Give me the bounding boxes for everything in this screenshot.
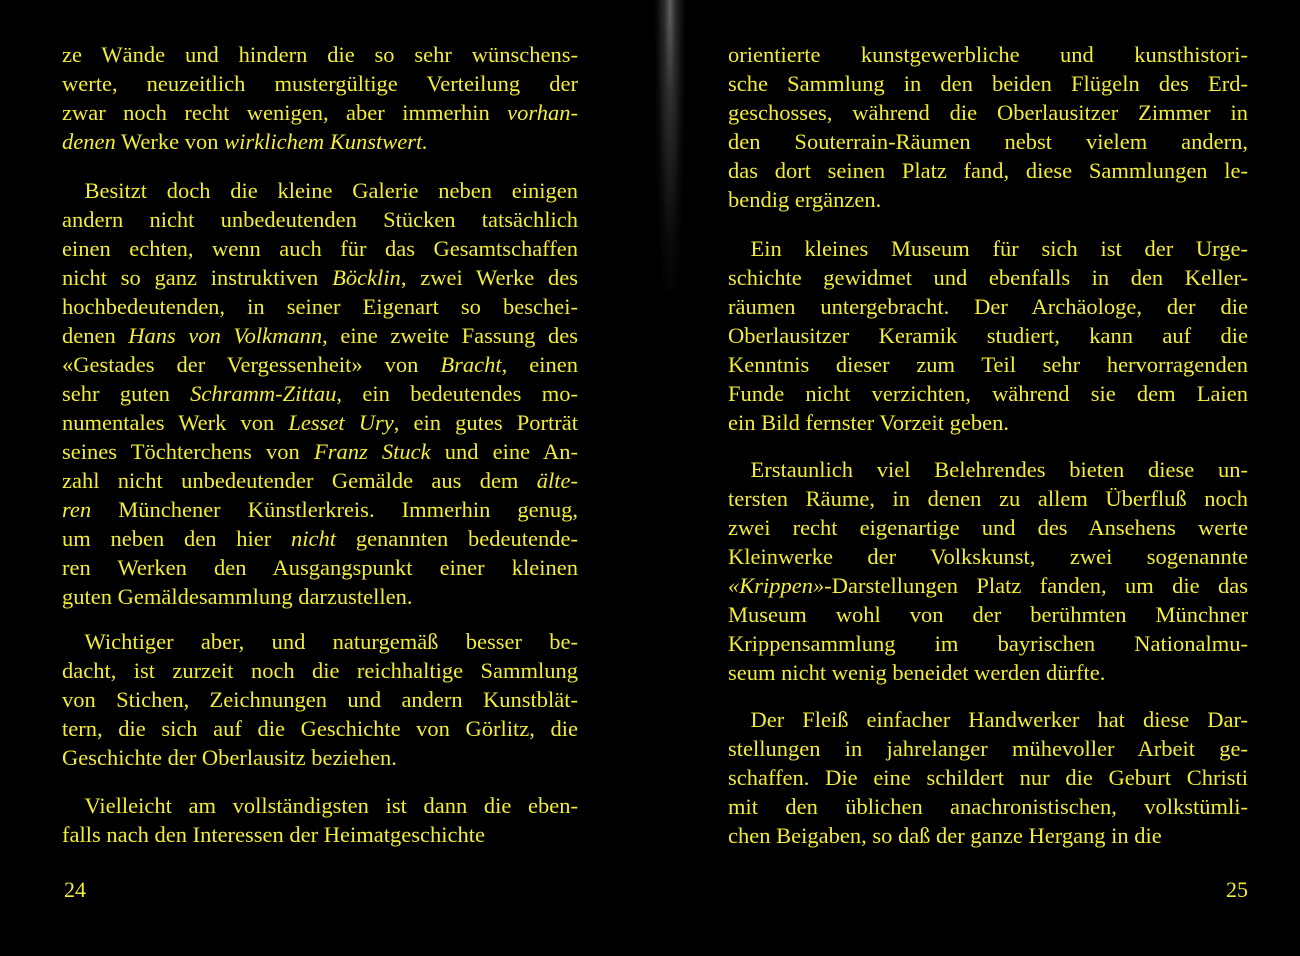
- text-line: [728, 513, 1248, 542]
- text-line: [728, 571, 1248, 600]
- text-line: [62, 292, 578, 321]
- text-run: Oberlausitzer Keramik studiert, kann auf die: [728, 323, 1248, 348]
- text-line: [62, 466, 578, 495]
- text-run: nicht so ganz instruktiven: [62, 265, 333, 290]
- text-line: [62, 553, 578, 582]
- text-line: [728, 455, 1248, 484]
- text-run: Werke von: [115, 129, 225, 154]
- text-run: sehr guten: [62, 381, 191, 406]
- text-run: und eine An-: [430, 439, 578, 464]
- text-run: den Souterrain-Räumen nebst vielem andern,: [728, 129, 1248, 154]
- text-line: [728, 234, 1248, 263]
- text-line: [62, 495, 578, 524]
- text-run: Geschichte der Oberlausitz beziehen.: [62, 745, 397, 770]
- text-line: [728, 98, 1248, 127]
- text-run: Ein kleines Museum für sich ist der Urge-: [728, 236, 1248, 261]
- text-line: [62, 379, 578, 408]
- text-run: zwei recht eigenartige und des Ansehens werte: [728, 515, 1248, 540]
- text-run: ein Bild fernster Vorzeit geben.: [728, 410, 1009, 435]
- italic-run: Bracht: [440, 352, 502, 377]
- text-run: tern, die sich auf die Geschichte von Görlitz, die: [62, 716, 578, 741]
- text-run: , einen: [501, 352, 578, 377]
- text-run: dacht, ist zurzeit noch die reichhaltige Sammlung: [62, 658, 578, 683]
- text-line: [62, 685, 578, 714]
- text-run: schichte gewidmet und ebenfalls in den Keller-: [728, 265, 1248, 290]
- right-paragraph-2: [728, 234, 1248, 437]
- text-run: mit den üblichen anachronistischen, volkstümli-: [728, 794, 1248, 819]
- italic-run: nicht: [291, 526, 337, 551]
- text-run: genannten bedeutende-: [336, 526, 578, 551]
- text-run: Besitzt doch die kleine Galerie neben einigen: [62, 178, 578, 203]
- italic-run: «Krippen»: [728, 573, 825, 598]
- text-line: [62, 437, 578, 466]
- text-line: [728, 792, 1248, 821]
- text-run: guten Gemäldesammlung darzustellen.: [62, 584, 413, 609]
- text-run: , ein bedeutendes mo-: [336, 381, 578, 406]
- text-run: Funde nicht verzichten, während sie dem Laien: [728, 381, 1248, 406]
- text-line: [728, 705, 1248, 734]
- right-paragraph-1: [728, 40, 1248, 214]
- text-run: sche Sammlung in den beiden Flügeln des Erd-: [728, 71, 1248, 96]
- text-line: [62, 820, 578, 849]
- text-run: numentales Werk von: [62, 410, 289, 435]
- text-line: [62, 98, 578, 127]
- text-line: [62, 350, 578, 379]
- text-line: [728, 763, 1248, 792]
- text-run: , ein gutes Porträt: [393, 410, 578, 435]
- page-number-left: 24: [64, 877, 86, 902]
- text-line: [728, 379, 1248, 408]
- right-page: [650, 0, 1300, 956]
- right-paragraph-3: [728, 455, 1248, 687]
- text-line: [62, 714, 578, 743]
- text-line: [728, 263, 1248, 292]
- text-run: geschosses, während die Oberlausitzer Zimmer in: [728, 100, 1248, 125]
- left-paragraph-3: [62, 627, 578, 772]
- italic-run: Franz Stuck: [313, 439, 431, 464]
- text-run: Der Fleiß einfacher Handwerker hat diese Dar-: [728, 707, 1248, 732]
- text-line: [728, 292, 1248, 321]
- text-run: hochbedeutenden, in seiner Eigenart so beschei-: [62, 294, 578, 319]
- text-run: falls nach den Interessen der Heimatgeschichte: [62, 822, 485, 847]
- text-run: seum nicht wenig beneidet werden dürfte.: [728, 660, 1106, 685]
- text-run: schaffen. Die eine schildert nur die Geburt Christi: [728, 765, 1248, 790]
- text-run: chen Beigaben, so daß der ganze Hergang in die: [728, 823, 1162, 848]
- text-line: [728, 658, 1248, 687]
- text-run: von Stichen, Zeichnungen und andern Kunstblät-: [62, 687, 578, 712]
- text-run: Vielleicht am vollständigsten ist dann die eben-: [62, 793, 578, 818]
- text-run: zahl nicht unbedeutender Gemälde aus dem: [62, 468, 537, 493]
- italic-run: älte-: [536, 468, 578, 493]
- text-run: ren Werken den Ausgangspunkt einer kleinen: [62, 555, 578, 580]
- text-line: [728, 542, 1248, 571]
- text-run: Münchener Künstlerkreis. Immerhin genug,: [91, 497, 578, 522]
- text-line: [62, 234, 578, 263]
- text-line: [62, 127, 578, 156]
- text-run: denen: [62, 323, 129, 348]
- text-line: [62, 205, 578, 234]
- right-paragraph-4: [728, 705, 1248, 850]
- text-run: bendig ergänzen.: [728, 187, 882, 212]
- text-line: [62, 408, 578, 437]
- text-line: [62, 582, 578, 611]
- text-run: Museum wohl von der berühmten Münchner: [728, 602, 1248, 627]
- italic-run: vorhan-: [507, 100, 578, 125]
- text-run: Kenntnis dieser zum Teil sehr hervorragenden: [728, 352, 1248, 377]
- left-paragraph-4: [62, 791, 578, 849]
- text-run: orientierte kunstgewerbliche und kunsthistori-: [728, 42, 1248, 67]
- text-line: [62, 321, 578, 350]
- text-run: werte, neuzeitlich mustergültige Verteilung der: [62, 71, 578, 96]
- text-line: [728, 185, 1248, 214]
- text-run: Wichtiger aber, und naturgemäß besser be-: [62, 629, 578, 654]
- italic-run: wirklichem Kunstwert.: [224, 129, 428, 154]
- text-line: [728, 321, 1248, 350]
- text-run: andern nicht unbedeutenden Stücken tatsächlich: [62, 207, 578, 232]
- text-run: seines Töchterchens von: [62, 439, 314, 464]
- text-run: das dort seinen Platz fand, diese Sammlungen le-: [728, 158, 1248, 183]
- text-line: [728, 484, 1248, 513]
- italic-run: denen: [62, 129, 116, 154]
- italic-run: Hans von Volkmann: [128, 323, 323, 348]
- text-line: [728, 408, 1248, 437]
- text-run: um neben den hier: [62, 526, 292, 551]
- text-line: [62, 743, 578, 772]
- text-run: räumen untergebracht. Der Archäologe, der die: [728, 294, 1248, 319]
- text-line: [728, 629, 1248, 658]
- text-run: ze Wände und hindern die so sehr wünschens-: [62, 42, 578, 67]
- text-line: [728, 69, 1248, 98]
- text-run: zwar noch recht wenigen, aber immerhin: [62, 100, 508, 125]
- italic-run: Schramm-Zittau: [190, 381, 337, 406]
- text-run: , zwei Werke des: [400, 265, 578, 290]
- text-run: -Darstellungen Platz fanden, um die das: [824, 573, 1248, 598]
- text-run: «Gestades der Vergessenheit» von: [62, 352, 441, 377]
- text-line: [62, 176, 578, 205]
- text-line: [728, 127, 1248, 156]
- text-line: [728, 156, 1248, 185]
- left-paragraph-2: [62, 176, 578, 611]
- text-line: [62, 524, 578, 553]
- text-line: [62, 40, 578, 69]
- text-line: [62, 656, 578, 685]
- text-line: [62, 627, 578, 656]
- text-run: Erstaunlich viel Belehrendes bieten diese un-: [728, 457, 1248, 482]
- text-line: [62, 263, 578, 292]
- text-line: [728, 821, 1248, 850]
- text-line: [62, 69, 578, 98]
- text-line: [728, 600, 1248, 629]
- italic-run: Lesset Ury: [288, 410, 394, 435]
- page-number-right: 25: [1226, 877, 1248, 902]
- text-run: , eine zweite Fassung des: [322, 323, 578, 348]
- italic-run: Böcklin: [332, 265, 401, 290]
- text-run: tersten Räume, in denen zu allem Überfluß noch: [728, 486, 1248, 511]
- text-line: [728, 40, 1248, 69]
- text-run: stellungen in jahrelanger mühevoller Arbeit ge-: [728, 736, 1248, 761]
- italic-run: ren: [62, 497, 92, 522]
- text-run: einen echten, wenn auch für das Gesamtschaffen: [62, 236, 578, 261]
- text-line: [62, 791, 578, 820]
- left-paragraph-1: [62, 40, 578, 156]
- text-run: Krippensammlung im bayrischen Nationalmu-: [728, 631, 1248, 656]
- text-run: Kleinwerke der Volkskunst, zwei sogenannte: [728, 544, 1248, 569]
- text-line: [728, 350, 1248, 379]
- text-line: [728, 734, 1248, 763]
